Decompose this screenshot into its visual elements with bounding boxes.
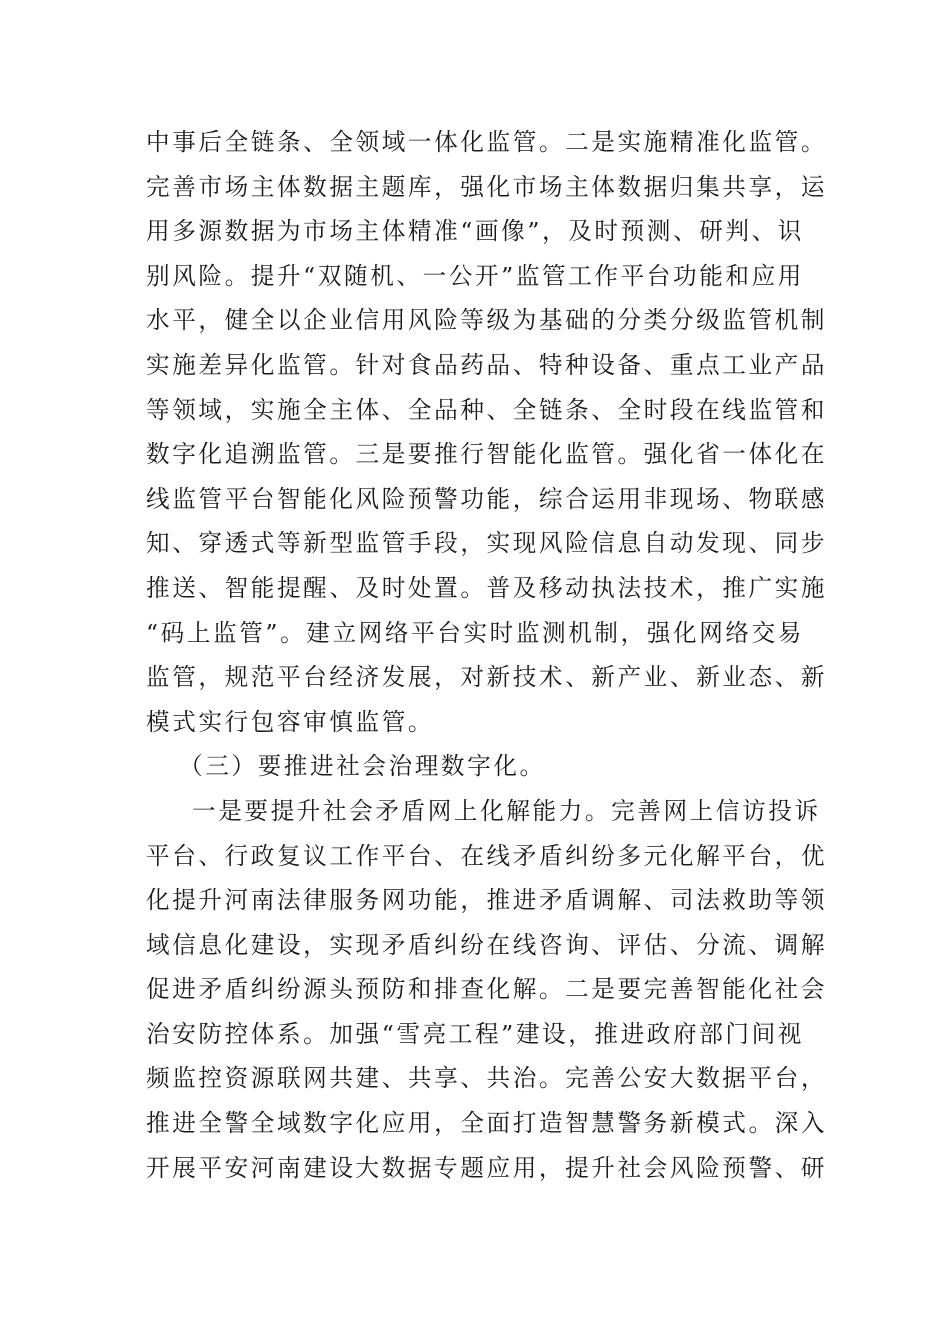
text-line: 推进全警全域数字化应用，全面打造智慧警务新模式。深入 xyxy=(146,1109,828,1138)
text-line: 促进矛盾纠纷源头预防和排查化解。二是要完善智能化社会 xyxy=(146,975,828,1004)
text-line: 等领域，实施全主体、全品种、全链条、全时段在线监管和 xyxy=(146,395,828,424)
text-line: 频监控资源联网共建、共享、共治。完善公安大数据平台， xyxy=(146,1064,828,1093)
text-line: 完善市场主体数据主题库，强化市场主体数据归集共享，运 xyxy=(146,172,828,201)
text-line: 平台、行政复议工作平台、在线矛盾纠纷多元化解平台，优 xyxy=(146,841,828,870)
text-line: 知、穿透式等新型监管手段，实现风险信息自动发现、同步 xyxy=(146,529,828,558)
text-line: 治安防控体系。加强“雪亮工程”建设，推进政府部门间视 xyxy=(146,1019,804,1048)
text-line: 数字化追溯监管。三是要推行智能化监管。强化省一体化在 xyxy=(146,440,828,469)
text-line: 水平，健全以企业信用风险等级为基础的分类分级监管机制 xyxy=(146,306,828,335)
text-line: 实施差异化监管。针对食品药品、特种设备、重点工业产品 xyxy=(146,350,828,379)
text-line: “码上监管”。建立网络平台实时监测机制，强化网络交易 xyxy=(146,618,804,647)
text-line: 别风险。提升“双随机、一公开”监管工作平台功能和应用 xyxy=(146,261,804,290)
text-line: 模式实行包容审慎监管。 xyxy=(146,707,435,736)
text-line: 用多源数据为市场主体精准“画像”，及时预测、研判、识 xyxy=(146,217,804,246)
text-line: 一是要提升社会矛盾网上化解能力。完善网上信访投诉 xyxy=(192,796,821,825)
text-line: 开展平安河南建设大数据专题应用，提升社会风险预警、研 xyxy=(146,1153,828,1182)
body-text xyxy=(146,120,828,1190)
text-line: 域信息化建设，实现矛盾纠纷在线咨询、评估、分流、调解 xyxy=(146,930,828,959)
text-line: 化提升河南法律服务网功能，推进矛盾调解、司法救助等领 xyxy=(146,886,828,915)
text-line: 中事后全链条、全领域一体化监管。二是实施精准化监管。 xyxy=(146,128,828,156)
text-line: 监管，规范平台经济发展，对新技术、新产业、新业态、新 xyxy=(146,663,828,692)
section-heading: （三）要推进社会治理数字化。 xyxy=(179,752,546,781)
text-line: 线监管平台智能化风险预警功能，综合运用非现场、物联感 xyxy=(146,484,828,513)
text-line: 推送、智能提醒、及时处置。普及移动执法技术，推广实施 xyxy=(146,573,828,602)
